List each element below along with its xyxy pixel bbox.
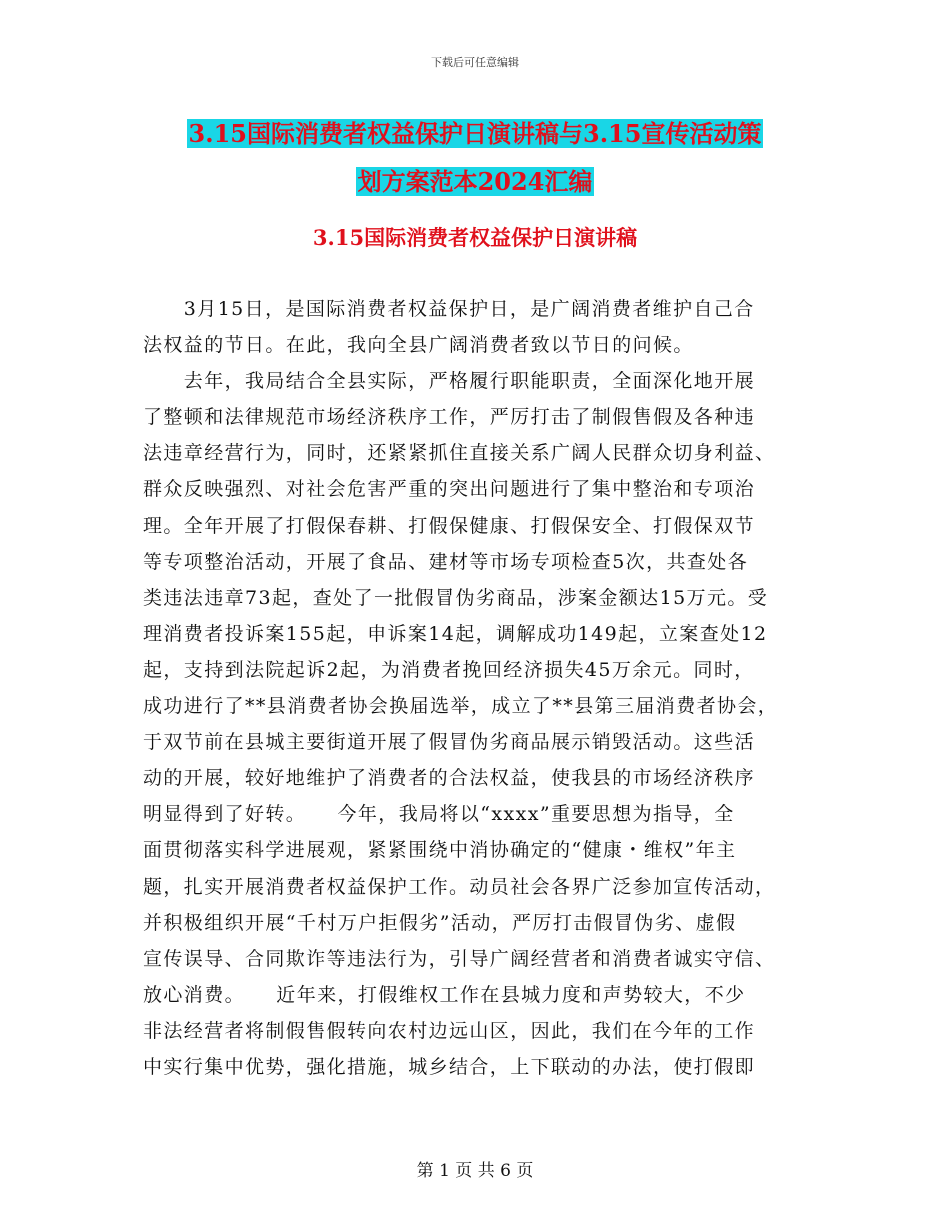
body-line: 放心消费。 近年来，打假维权工作在县城力度和声势较大，不少: [143, 983, 746, 1006]
document-title-line-2: 划方案范本2024汇编: [357, 167, 593, 196]
body-line: 面贯彻落实科学进展观，紧紧围绕中消协确定的“健康・维权”年主: [143, 839, 737, 862]
body-line: 类违法违章73起，查处了一批假冒伪劣商品，涉案金额达15万元。受: [143, 586, 769, 609]
body-line: 去年，我局结合全县实际，严格履行职能职责，全面深化地开展: [143, 370, 756, 393]
body-line: 起，支持到法院起诉2起，为消费者挽回经济损失45万余元。同时，: [143, 658, 755, 681]
body-line: 题，扎实开展消费者权益保护工作。动员社会各界广泛参加宣传活动，: [143, 875, 776, 898]
body-line: 法违章经营行为，同时，还紧紧抓住直接关系广阔人民群众切身利益、: [143, 442, 776, 465]
document-title-line-1: 3.15国际消费者权益保护日演讲稿与3.15宣传活动策: [188, 119, 762, 148]
body-line: 动的开展，较好地维护了消费者的合法权益，使我县的市场经济秩序: [143, 767, 756, 790]
body-line: 理。全年开展了打假保春耕、打假保健康、打假保安全、打假保双节: [143, 514, 756, 537]
body-line: 法权益的节日。在此，我向全县广阔消费者致以节日的问候。: [143, 334, 694, 357]
body-line: 中实行集中优势，强化措施，城乡结合，上下联动的办法，使打假即: [143, 1055, 756, 1078]
page-footer: 第 1 页 共 6 页: [416, 1161, 534, 1181]
body-line: 明显得到了好转。 今年，我局将以“xxxx”重要思想为指导，全: [143, 803, 735, 826]
body-line: 宣传误导、合同欺诈等违法行为，引导广阔经营者和消费者诚实守信、: [143, 947, 776, 970]
body-line: 并积极组织开展“千村万户拒假劣”活动，严厉打击假冒伪劣、虚假: [143, 911, 737, 934]
body-line: 等专项整治活动，开展了食品、建材等市场专项检查5次，共查处各: [143, 550, 749, 573]
document-title: [0, 110, 950, 206]
body-line: 了整顿和法律规范市场经济秩序工作，严厉打击了制假售假及各种违: [143, 406, 756, 429]
body-text: [143, 291, 803, 1085]
body-line: 成功进行了**县消费者协会换届选举，成立了**县第三届消费者协会，: [143, 695, 779, 718]
body-line: 群众反映强烈、对社会危害严重的突出问题进行了集中整治和专项治: [143, 478, 756, 501]
body-line: 非法经营者将制假售假转向农村边远山区，因此，我们在今年的工作: [143, 1019, 756, 1042]
section-title: 3.15国际消费者权益保护日演讲稿: [312, 225, 638, 250]
body-line: 于双节前在县城主要街道开展了假冒伪劣商品展示销毁活动。这些活: [143, 731, 756, 754]
body-line: 理消费者投诉案155起，申诉案14起，调解成功149起，立案查处12: [143, 622, 768, 645]
header-note: 下载后可任意编辑: [431, 56, 519, 69]
body-line: 3月15日，是国际消费者权益保护日，是广阔消费者维护自己合: [143, 298, 755, 320]
